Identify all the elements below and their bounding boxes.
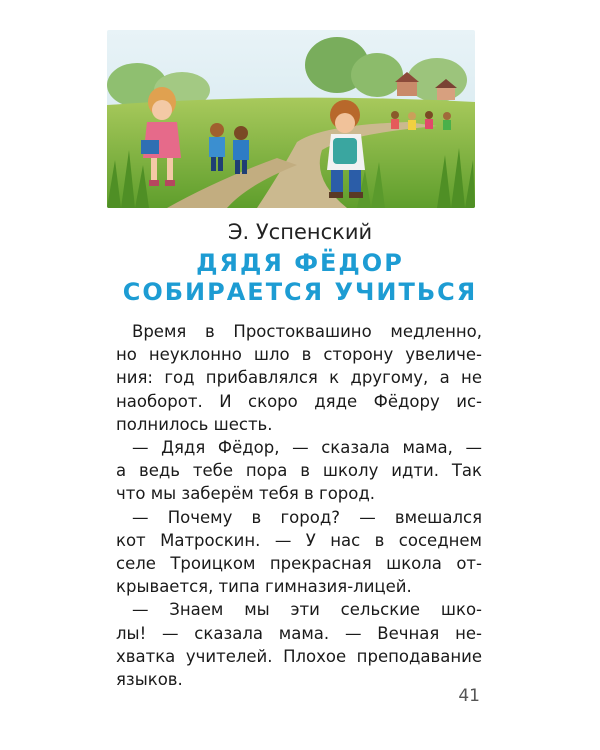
text-line: но неуклонно шло в сторону увеличе-: [116, 345, 482, 365]
text-line: — Почему в город? — вмешался: [132, 507, 482, 527]
text-line: Время в Простоквашино медленно,: [132, 322, 482, 341]
title-line-2: СОБИРАЕТСЯ УЧИТЬСЯ: [122, 278, 478, 306]
story-text: [116, 320, 482, 691]
text-line: крывается, типа гимназия-лицей.: [116, 577, 412, 597]
text-line: хватка учителей. Плохое преподавание: [116, 646, 482, 666]
title-line-1: ДЯДЯ ФЁДОР: [196, 249, 404, 277]
text-line: — Знаем мы эти сельские шко-: [132, 600, 482, 620]
author-name: Э. Успенский: [227, 220, 373, 244]
text-line: ния: год прибавлялся к другому, а не: [116, 368, 482, 388]
chapter-illustration: [107, 30, 475, 208]
children-walking-to-school-picture: [107, 30, 475, 208]
text-line: — Дядя Фёдор, — сказала мама, —: [132, 438, 482, 458]
page-number: 41: [458, 686, 480, 706]
text-line: а ведь тебе пора в школу идти. Так: [116, 461, 482, 481]
text-line: что мы заберём тебя в город.: [116, 484, 376, 504]
text-line: селе Троицком прекрасная школа от-: [116, 554, 482, 574]
text-line: кот Матроскин. — У нас в соседнем: [116, 530, 482, 550]
text-line: лы! — сказала мама. — Вечная не-: [116, 623, 482, 643]
text-line: наоборот. И скоро дяде Фёдору ис-: [116, 391, 482, 411]
story-title: [0, 249, 600, 307]
text-line: полнилось шесть.: [116, 414, 273, 434]
text-line: языков.: [116, 670, 183, 690]
